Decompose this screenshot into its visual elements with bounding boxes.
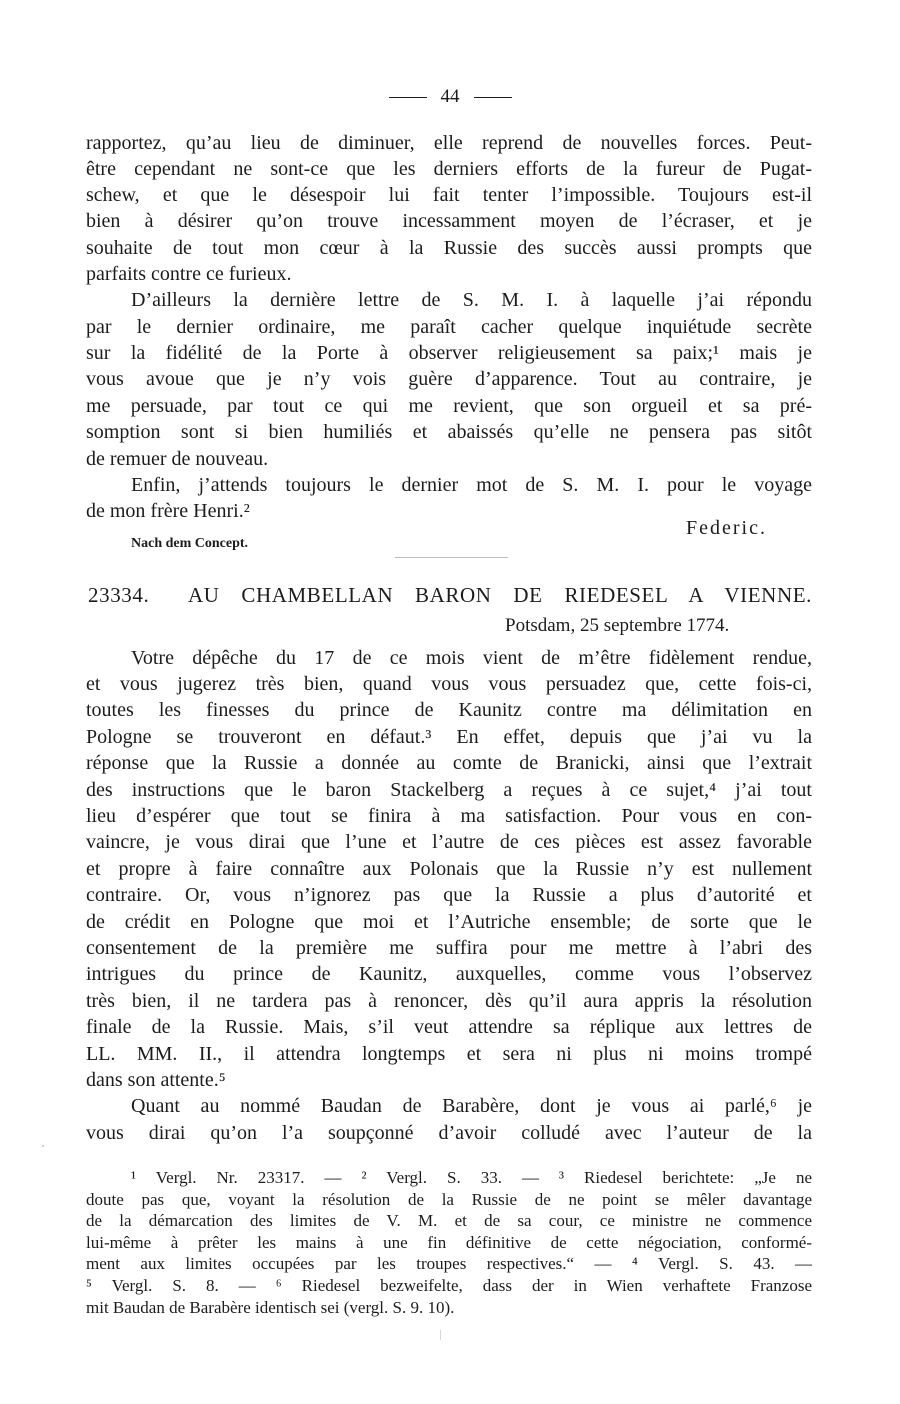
letter2-line: très bien, il ne tardera pas à renoncer, dès qu’il aura appris la résolution	[86, 990, 812, 1012]
letter1-line: me persuade, par tout ce qui me revient, que son orgueil et sa pré-	[86, 395, 812, 417]
header-dash-left	[389, 97, 427, 98]
letter2-line: LL. MM. II., il attendra longtemps et sera ni plus ni moins trompé	[86, 1043, 812, 1065]
letter2-line: et vous jugerez très bien, quand vous vous persuadez que, cette fois-ci,	[86, 673, 812, 695]
letter2-line: finale de la Russie. Mais, s’il veut attendre sa réplique aux lettres de	[86, 1016, 812, 1038]
source-note: Nach dem Concept.	[131, 536, 249, 551]
letter2-line: dans son attente.⁵	[86, 1069, 226, 1091]
letter2-line: lieu d’espérer que tout se finira à ma satisfaction. Pour vous en con-	[86, 805, 812, 827]
footnote-line: ⁵ Vergl. S. 8. — ⁶ Riedesel bezweifelte, dass der in Wien verhaftete Franzose	[86, 1276, 812, 1295]
letter-number: 23334.	[88, 583, 150, 607]
footnote-line: doute pas que, voyant la résolution de la Russie de ne point se mêler davantage	[86, 1190, 812, 1209]
letter1-line: sur la fidélité de la Porte à observer religieusement sa paix;¹ mais je	[86, 342, 812, 364]
letter2-line: et propre à faire connaître aux Polonais que la Russie n’y est nullement	[86, 858, 812, 880]
letter1-line: somption sont si bien humiliés et abaissés qu’elle ne pensera pas sitôt	[86, 421, 812, 443]
footnote-line: mit Baudan de Barabère identisch sei (vergl. S. 9. 10).	[86, 1298, 455, 1317]
place-date: Potsdam, 25 septembre 1774.	[505, 615, 730, 636]
letter2-line: réponse que la Russie a donnée au comte de Branicki, ainsi que l’extrait	[86, 752, 812, 774]
letter-title: AU CHAMBELLAN BARON DE RIEDESEL A VIENNE.	[188, 583, 812, 607]
footnote-line: de la démarcation des limites de V. M. et de sa cour, ce ministre ne commence	[86, 1211, 812, 1230]
letter1-line: de remuer de nouveau.	[86, 448, 269, 470]
letter2-line: vous dirai qu’on l’a soupçonné d’avoir colludé avec l’auteur de la	[86, 1122, 812, 1144]
letter1-line: souhaite de tout mon cœur à la Russie des succès aussi prompts que	[86, 237, 812, 259]
letter2-line: Pologne se trouveront en défaut.³ En effet, depuis que j’ai vu la	[86, 726, 812, 748]
letter2-line: intrigues du prince de Kaunitz, auxquelles, comme vous l’observez	[86, 963, 812, 985]
letter2-line: de crédit en Pologne que moi et l’Autriche ensemble; de sorte que le	[86, 911, 812, 933]
footnote-line: ¹ Vergl. Nr. 23317. — ² Vergl. S. 33. — ³ Riedesel berichtete: „Je ne	[131, 1168, 812, 1187]
letter1-line: bien à désirer qu’on trouve incessamment moyen de l’écraser, et je	[86, 210, 812, 232]
letter2-line: consentement de la première me suffira pour me mettre à l’abri des	[86, 937, 812, 959]
footnote-line: ment aux limites occupées par les troupes respectives.“ — ⁴ Vergl. S. 43. —	[86, 1254, 812, 1273]
letter1-line: schew, et que le désespoir lui fait tenter l’impossible. Toujours est-il	[86, 184, 812, 206]
letter2-line: vaincre, je vous dirai que l’une et l’autre de ces pièces est assez favorable	[86, 831, 812, 853]
letter1-line: être cependant ne sont-ce que les derniers efforts de la fureur de Pugat-	[86, 158, 812, 180]
letter2-line: Votre dépêche du 17 de ce mois vient de m’être fidèlement rendue,	[131, 647, 812, 669]
footnote-line: lui-même à prêter les mains à une fin définitive de cette négociation, conformé-	[86, 1233, 812, 1252]
letter2-line: Quant au nommé Baudan de Barabère, dont je vous ai parlé,⁶ je	[131, 1095, 812, 1117]
letter1-line: de mon frère Henri.²	[86, 500, 250, 522]
signature: Federic.	[686, 517, 767, 539]
letter1-line: par le dernier ordinaire, me paraît cacher quelque inquiétude secrète	[86, 316, 812, 338]
scan-speck	[42, 1145, 44, 1147]
letter2-line: contraire. Or, vous n’ignorez pas que la Russie a plus d’autorité et	[86, 884, 812, 906]
letter1-line: vous avoue que je n’y vois guère d’apparence. Tout au contraire, je	[86, 368, 812, 390]
scan-mark	[440, 1330, 441, 1340]
section-divider	[395, 557, 508, 558]
page-number: 44	[440, 86, 460, 107]
letter2-line: toutes les finesses du prince de Kaunitz contre ma délimitation en	[86, 699, 812, 721]
letter1-line: Enfin, j’attends toujours le dernier mot de S. M. I. pour le voyage	[131, 474, 812, 496]
header-dash-right	[474, 97, 512, 98]
letter1-line: rapportez, qu’au lieu de diminuer, elle reprend de nouvelles forces. Peut-	[86, 132, 812, 154]
letter2-line: des instructions que le baron Stackelberg a reçues à ce sujet,⁴ j’ai tout	[86, 779, 812, 801]
letter1-line: parfaits contre ce furieux.	[86, 263, 292, 285]
page-header	[0, 86, 900, 108]
letter1-line: D’ailleurs la dernière lettre de S. M. I. à laquelle j’ai répondu	[131, 289, 812, 311]
